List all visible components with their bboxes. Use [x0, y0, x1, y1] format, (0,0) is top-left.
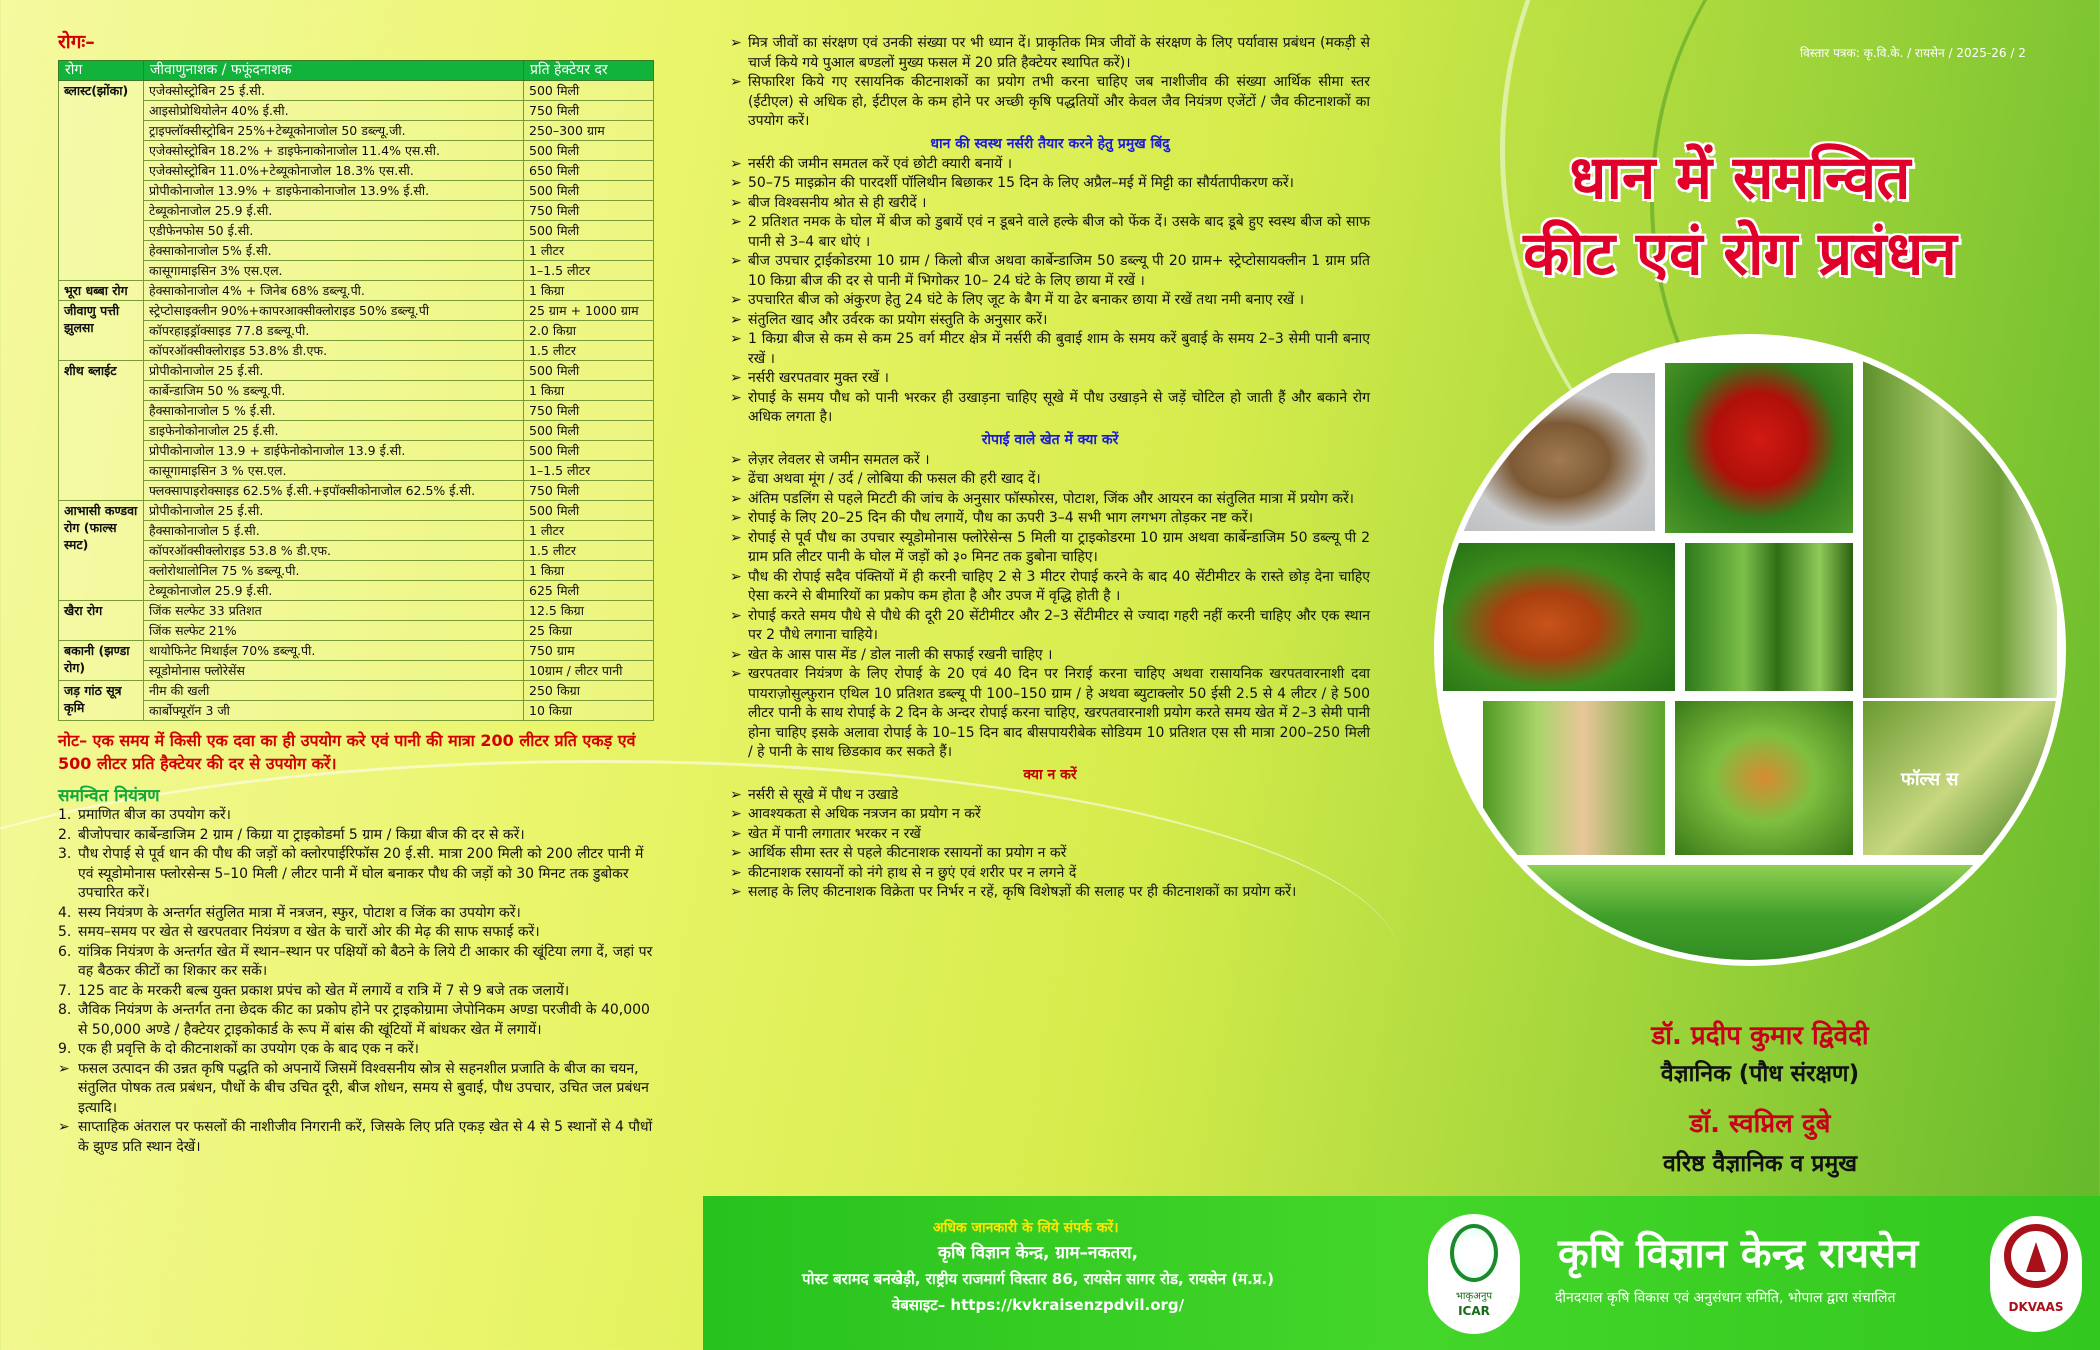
table-row — [59, 301, 654, 321]
step-text: यांत्रिक नियंत्रण के अन्तर्गत खेत में स्थान–स्थान पर पक्षियों को बैठने के लिये टी आकार की खूंटिया लगा दें, जहां पर वह बैठकर कीटों का शिकार कर सकें। — [78, 943, 653, 979]
disease-cell: जड़ गांठ सूत्र कृमि — [59, 681, 144, 721]
list-item — [730, 509, 1370, 529]
list-item — [58, 806, 658, 826]
middle-column — [730, 34, 1370, 903]
step-text: सस्य नियंत्रण के अन्तर्गत संतुलित मात्रा में नत्रजन, स्फुर, पोटाश व जिंक का उपयोग करें। — [78, 904, 521, 921]
arrow-bullet-icon: ➢ — [730, 370, 742, 386]
rate-cell: 12.5 किग्रा — [524, 601, 654, 621]
point-text: नर्सरी खरपतवार मुक्त रखें । — [748, 370, 889, 386]
table-row — [59, 521, 654, 541]
rate-cell: 1–1.5 लीटर — [524, 261, 654, 281]
dkvaas-label: DKVAAS — [2008, 1300, 2064, 1314]
list-item — [730, 825, 1370, 845]
chemical-cell: कार्बेन्डाजिम 50 % डब्ल्यू.पी. — [144, 381, 524, 401]
table-row — [59, 401, 654, 421]
table-row — [59, 541, 654, 561]
table-row — [59, 121, 654, 141]
list-item — [58, 943, 658, 982]
rate-cell: 500 मिली — [524, 181, 654, 201]
table-header-rate: प्रति हेक्टेयर दर — [524, 61, 654, 81]
point-text: खरपतवार नियंत्रण के लिए रोपाई के 20 एवं 40 दिन पर निराई करना चाहिए अथवा रासायनिक खरपतवारनाशी दवा पायराज़ोसुल्फ़ुरान एथिल 10 प्रतिशत डब्ल्यू पी 100–150 ग्राम / हे अथवा ब्युटाक्लोर 50 ईसी 2.5 से 4 लीटर / हे 500 लीटर पानी के साथ रोपाई के 2 दिन के अन्दर रोपाई करना चाहिए, खरपतवारनाशी प्रयोग करते समय खेत में 2–3 सेमी पानी होना चाहिए इसके अलावा रोपाई के 10–15 दिन बाद बीसपायरीबेक सोडियम 10 प्रतिशत एस सी मात्रा 200–250 मिली / हे पानी के साथ छिडकाव कर सकते हैं। — [748, 666, 1370, 760]
table-row — [59, 101, 654, 121]
chemical-cell: एजेक्सोस्ट्रोबिन 18.2% + डाइफेनाकोनाजोल 11.4% एस.सी. — [144, 141, 524, 161]
footer-band — [703, 1196, 2100, 1350]
table-row — [59, 281, 654, 301]
point-text: बीज उपचार ट्राईकोडरमा 10 ग्राम / किलो बीज अथवा कार्बेन्डाजिम 50 डब्ल्यू पी 20 ग्राम+ स्ट्रेप्टोसायक्लीन 1 ग्राम प्रति 10 किग्रा बीज की दर से पानी में भिगोकर 10– 24 घंटे के लिए छाया में रखें । — [748, 253, 1370, 289]
arrow-bullet-icon: ➢ — [730, 825, 742, 842]
table-row — [59, 481, 654, 501]
rate-cell: 250 किग्रा — [524, 681, 654, 701]
chemical-cell: कासूगामाइसिन 3 % एस.एल. — [144, 461, 524, 481]
arrow-bullet-icon: ➢ — [730, 786, 742, 803]
list-item — [730, 490, 1370, 510]
kvk-name: कृषि विज्ञान केन्द्र रायसेन — [1558, 1231, 1919, 1277]
photo-collage — [1440, 340, 2060, 960]
transplant-list — [730, 451, 1370, 763]
chemical-cell: हेक्साकोनाजोल 4% + जिनेब 68% डब्ल्यू.पी. — [144, 281, 524, 301]
arrow-bullet-icon: ➢ — [730, 194, 742, 211]
point-text: नर्सरी की जमीन समतल करें एवं छोटी क्यारी बनायें । — [748, 155, 1013, 172]
arch-peak-icon — [2026, 1242, 2046, 1272]
rate-cell: 1 लीटर — [524, 521, 654, 541]
rate-cell: 1.5 लीटर — [524, 341, 654, 361]
chemical-cell: ट्राइफ्लॉक्सीस्ट्रोबिन 25%+टेब्यूकोनाजोल 50 डब्ल्यू.जी. — [144, 121, 524, 141]
chemical-cell: स्यूडोमोनास फ्लोरेसेंस — [144, 661, 524, 681]
dont-heading: क्या न करें — [1023, 766, 1077, 783]
list-item — [730, 568, 1370, 607]
table-row — [59, 661, 654, 681]
list-item — [58, 982, 658, 1002]
chemical-cell: स्ट्रेप्टोसाइक्लीन 90%+कापरआक्सीक्लोराइड 50% डब्ल्यू.पी — [144, 301, 524, 321]
wheat-icon — [1450, 1224, 1498, 1282]
list-item — [730, 451, 1370, 471]
list-item — [730, 786, 1370, 806]
rate-cell: 1 लीटर — [524, 241, 654, 261]
list-item — [730, 34, 1370, 73]
chemical-cell: प्रोपीकोनाजोल 25 ई.सी. — [144, 361, 524, 381]
arrow-bullet-icon: ➢ — [730, 845, 742, 861]
step-text: जैविक नियंत्रण के अन्तर्गत तना छेदक कीट का प्रकोप होने पर ट्राइकोग्रामा जेपोनिकम अण्डा परजीवी के 40,000 से 50,000 अण्डे / हैक्टेयर ट्राइकोकार्ड के रूप में बांस की खूंटियों में बांधकर खेत में लगायें। — [78, 1002, 650, 1038]
nursery-heading: धान की स्वस्थ नर्सरी तैयार करने हेतु प्रमुख बिंदु — [930, 135, 1170, 152]
chemical-cell: फ्लक्सापाइरोक्साइड 62.5% ई.सी.+इपॉक्सीकोनाजोल 62.5% ई.सी. — [144, 481, 524, 501]
chemical-cell: हैक्साकोनाजोल 5 ई.सी. — [144, 521, 524, 541]
step-marker: ➢ — [58, 1060, 70, 1077]
table-row — [59, 241, 654, 261]
table-row — [59, 581, 654, 601]
point-text: आवश्यकता से अधिक नत्रजन का प्रयोग न करें — [748, 806, 981, 822]
point-text: मित्र जीवों का संरक्षण एवं उनकी संख्या पर भी ध्यान दें। प्राकृतिक मित्र जीवों के संरक्षण के लिए पर्यावास प्रबंधन (मकड़ी से चार्ज किये गये पुआल बण्डलों मुख्य फसल में 20 प्रति हैक्टेयर स्थापित करें)। — [748, 35, 1370, 71]
arrow-bullet-icon: ➢ — [730, 35, 742, 51]
arrow-bullet-icon: ➢ — [730, 214, 742, 230]
rate-cell: 500 मिली — [524, 441, 654, 461]
list-item — [58, 923, 658, 943]
arrow-bullet-icon: ➢ — [730, 529, 742, 546]
table-row — [59, 561, 654, 581]
arrow-bullet-icon: ➢ — [730, 311, 742, 328]
disease-cell: भूरा धब्बा रोग — [59, 281, 144, 301]
rate-cell: 25 ग्राम + 1000 ग्राम — [524, 301, 654, 321]
list-item — [58, 1040, 658, 1060]
table-row — [59, 201, 654, 221]
table-row — [59, 621, 654, 641]
step-text: पौध रोपाई से पूर्व धान की पौध की जड़ों को क्लोरपाईरिफॉस 20 ई.सी. मात्रा 200 मिली को 200 लीटर पानी में एवं स्यूडोमोनास फ्लोरसेन्स 5–10 मिली / लीटर पानी में घोल बनाकर पौध की जड़ों को 30 मिनट तक डुबोकर उपचारित करें। — [78, 846, 644, 901]
rate-cell: 500 मिली — [524, 81, 654, 101]
rate-cell: 10 किग्रा — [524, 701, 654, 721]
title-line-2: कीट एवं रोग प्रबंधन — [1523, 219, 1957, 289]
arrow-bullet-icon: ➢ — [730, 292, 742, 308]
table-row — [59, 421, 654, 441]
list-item — [730, 155, 1370, 175]
top-points-list — [730, 34, 1370, 132]
table-row — [59, 81, 654, 101]
point-text: पौध की रोपाई सदैव पंक्तियों में ही करनी चाहिए 2 से 3 मीटर रोपाई करने के बाद 40 सेंटीमीटर के रास्ते छोड़ देना चाहिए ऐसा करने से बीमारियों का प्रकोप कम होता है और उपज में वृद्धि होती है । — [748, 568, 1370, 604]
list-item — [58, 904, 658, 924]
arrow-bullet-icon: ➢ — [730, 568, 742, 585]
arrow-bullet-icon: ➢ — [730, 884, 742, 900]
chemical-cell: कॉपरऑक्सीक्लोराइड 53.8 % डी.एफ. — [144, 541, 524, 561]
chemical-cell: जिंक सल्फेट 21% — [144, 621, 524, 641]
rate-cell: 1 किग्रा — [524, 561, 654, 581]
disease-cell: शीथ ब्लाईट — [59, 361, 144, 501]
arrow-bullet-icon: ➢ — [730, 155, 742, 172]
table-row — [59, 381, 654, 401]
step-marker: 4. — [58, 904, 72, 921]
disease-heading: रोगः– — [58, 31, 95, 53]
chemical-cell: प्रोपीकोनाजोल 25 ई.सी. — [144, 501, 524, 521]
chemical-cell: कॉपरहाइड्रॉक्साइड 77.8 डब्ल्यू.पी. — [144, 321, 524, 341]
arrow-bullet-icon: ➢ — [730, 175, 742, 191]
table-row — [59, 261, 654, 281]
step-marker: 2. — [58, 826, 72, 843]
rate-cell: 500 मिली — [524, 141, 654, 161]
list-item — [730, 665, 1370, 763]
rate-cell: 2.0 किग्रा — [524, 321, 654, 341]
transplant-heading: रोपाई वाले खेत में क्या करें — [981, 431, 1119, 448]
nursery-list — [730, 155, 1370, 428]
chemical-cell: थायोफिनेट मिथाईल 70% डब्ल्यू.पी. — [144, 641, 524, 661]
list-item — [730, 369, 1370, 389]
point-text: रोपाई से पूर्व पौध का उपचार स्यूडोमोनास फ्लोरेसेन्स 5 मिली या ट्राइकोडरमा 10 ग्राम अथवा कार्बेन्डाजिम 50 डब्ल्यू पी 2 ग्राम प्रति लीटर पानी के घोल में जड़ों को ३० मिनट तक डुबोना चाहिए। — [748, 529, 1370, 565]
icar-label: ICAR — [1458, 1304, 1490, 1318]
step-text: एक ही प्रवृत्ति के दो कीटनाशकों का उपयोग एक के बाद एक न करें। — [78, 1041, 419, 1057]
address-block — [703, 1240, 1373, 1318]
reference-number: विस्तार पत्रक: कृ.वि.के. / रायसेन / 2025-26 / 2 — [1800, 46, 2026, 60]
rate-cell: 750 मिली — [524, 481, 654, 501]
arrow-bullet-icon: ➢ — [730, 451, 742, 468]
arrow-bullet-icon: ➢ — [730, 253, 742, 269]
point-text: आर्थिक सीमा स्तर से पहले कीटनाशक रसायनों का प्रयोग न करें — [748, 845, 1067, 861]
list-item — [58, 1060, 658, 1119]
disease-cell: आभासी कण्डवा रोग (फाल्स स्मट) — [59, 501, 144, 601]
left-column — [58, 28, 658, 1157]
note-text: नोट– एक समय में किसी एक दवा का ही उपयोग करे एवं पानी की मात्रा 200 लीटर प्रति एकड़ एवं 500 लीटर प्रति हैक्टेयर की दर से उपयोग करें। — [58, 731, 636, 773]
arrow-bullet-icon: ➢ — [730, 806, 742, 822]
title-line-1: धान में समन्वित — [1569, 143, 1911, 213]
table-row — [59, 161, 654, 181]
rate-cell: 625 मिली — [524, 581, 654, 601]
point-text: रोपाई के लिए 20–25 दिन की पौध लगायें, पौध का ऊपरी 3–4 सभी भाग लगभग तोड़कर नष्ट करें। — [748, 510, 1254, 526]
chemical-cell: कासूगामाइसिन 3% एस.एल. — [144, 261, 524, 281]
step-text: साप्ताहिक अंतराल पर फसलों की नाशीजीव निगरानी करें, जिसके लिए प्रति एकड़ खेत से 4 से 5 स्थानों से 4 पौधों के झुण्ड प्रति स्थान देखें। — [78, 1119, 653, 1155]
table-row — [59, 461, 654, 481]
table-row — [59, 321, 654, 341]
list-item — [58, 826, 658, 846]
rate-cell: 750 ग्राम — [524, 641, 654, 661]
table-row — [59, 681, 654, 701]
contact-prompt: अधिक जानकारी के लिये संपर्क करें। — [933, 1220, 1119, 1236]
author2-role: वरिष्ठ वैज्ञानिक व प्रमुख — [1662, 1151, 1858, 1177]
arrow-bullet-icon: ➢ — [730, 471, 742, 487]
point-text: 50–75 माइक्रोन की पारदर्शी पॉलिथीन बिछाकर 15 दिन के लिए अप्रैल–मई में मिट्टी का सौर्यतापीकरण करें। — [748, 175, 1294, 191]
chemical-cell: एजेक्सोस्ट्रोबिन 25 ई.सी. — [144, 81, 524, 101]
list-item — [730, 73, 1370, 132]
table-row — [59, 141, 654, 161]
rate-cell: 500 मिली — [524, 221, 654, 241]
list-item — [730, 864, 1370, 884]
arrow-bullet-icon: ➢ — [730, 607, 742, 624]
step-text: बीजोपचार कार्बेन्डाजिम 2 ग्राम / किग्रा या ट्राइकोडर्मा 5 ग्राम / किग्रा बीज की दर से करें। — [78, 826, 525, 843]
point-text: 2 प्रतिशत नमक के घोल में बीज को डुबायें एवं न डूबने वाले हल्के बीज को फेंक दें। उसके बाद डूबे हुए स्वस्थ बीज को साफ पानी से 3–4 बार धोएं । — [748, 214, 1370, 250]
arrow-bullet-icon: ➢ — [730, 864, 742, 881]
rate-cell: 10ग्राम / लीटर पानी — [524, 661, 654, 681]
rate-cell: 25 किग्रा — [524, 621, 654, 641]
dkvaas-logo — [1990, 1216, 2082, 1332]
list-item — [730, 311, 1370, 331]
table-row — [59, 601, 654, 621]
arrow-bullet-icon: ➢ — [730, 646, 742, 663]
chemical-cell: टेब्यूकोनाजोल 25.9 ई.सी. — [144, 581, 524, 601]
list-item — [730, 291, 1370, 311]
point-text: खेत में पानी लगातार भरकर न रखें — [748, 825, 921, 842]
disease-cell: जीवाणु पत्ती झुलसा — [59, 301, 144, 361]
aphid-stem-photo — [1682, 540, 1856, 694]
ladybird-photo — [1662, 360, 1856, 536]
point-text: सलाह के लिए कीटनाशक विक्रेता पर निर्भर न रहें, कृषि विशेषज्ञों की सलाह पर ही कीटनाशकों का प्रयोग करें। — [748, 884, 1297, 900]
step-text: 125 वाट के मरकरी बल्ब युक्त प्रकाश प्रपंच को खेत में लगायें व रात्रि में 7 से 9 बजे तक जलायें। — [78, 982, 570, 999]
table-row — [59, 181, 654, 201]
rate-cell: 250–300 ग्राम — [524, 121, 654, 141]
rate-cell: 500 मिली — [524, 501, 654, 521]
integrated-control-heading: समन्वित नियंत्रण — [58, 786, 160, 806]
list-item — [730, 844, 1370, 864]
list-item — [730, 646, 1370, 666]
point-text: संतुलित खाद और उर्वरक का प्रयोग संस्तुति के अनुसार करें। — [748, 311, 1048, 328]
step-marker: 6. — [58, 943, 72, 960]
arrow-bullet-icon: ➢ — [730, 331, 742, 347]
rate-cell: 650 मिली — [524, 161, 654, 181]
point-text: बीज विश्वसनीय श्रोत से ही खरीदें । — [748, 194, 927, 211]
table-row — [59, 441, 654, 461]
disease-cell: ब्लास्ट(झोंका) — [59, 81, 144, 281]
list-item — [58, 1001, 658, 1040]
list-item — [730, 252, 1370, 291]
chemical-cell: कार्बोफ्यूरॉन 3 जी — [144, 701, 524, 721]
icar-logo — [1428, 1214, 1520, 1334]
rate-cell: 1 किग्रा — [524, 281, 654, 301]
step-text: प्रमाणित बीज का उपयोग करें। — [78, 807, 231, 823]
step-marker: ➢ — [58, 1119, 70, 1135]
dont-list — [730, 786, 1370, 903]
step-marker: 1. — [58, 807, 72, 823]
chemical-cell: टेब्यूकोनाजोल 25.9 ई.सी. — [144, 201, 524, 221]
chemical-cell: प्रोपीकोनाजोल 13.9 + डाईफेनोकोनाजोल 13.9 ई.सी. — [144, 441, 524, 461]
table-row — [59, 221, 654, 241]
photo-caption: फॉल्स स — [1901, 769, 1959, 790]
chemical-cell: एजेक्सोस्ट्रोबिन 11.0%+टेब्यूकोनाजोल 18.3% एस.सी. — [144, 161, 524, 181]
integrated-control-list — [58, 806, 658, 1157]
disease-cell: बकानी (झण्डा रोग) — [59, 641, 144, 681]
author1-name: डॉ. प्रदीप कुमार द्विवेदी — [1651, 1021, 1869, 1051]
point-text: लेज़र लेवलर से जमीन समतल करें । — [748, 451, 930, 468]
table-row — [59, 341, 654, 361]
rate-cell: 750 मिली — [524, 401, 654, 421]
point-text: अंतिम पडलिंग से पहले मिटटी की जांच के अनुसार फॉस्फोरस, पोटाश, जिंक और आयरन का संतुलित मात्रा में प्रयोग करें। — [748, 490, 1354, 507]
list-item — [730, 805, 1370, 825]
point-text: रोपाई करते समय पौधे से पौधे की दूरी 20 सेंटीमीटर और 2–3 सेंटीमीटर से ज्यादा गहरी नहीं करनी चाहिए और एक स्थान पर 2 पौधे लगाना चाहिये। — [748, 607, 1370, 643]
website-link[interactable]: वेबसाइट– https://kvkraisenzpdvil.org/ — [891, 1296, 1185, 1314]
table-header-disease: रोग — [59, 61, 144, 81]
author2-name: डॉ. स्वप्निल दुबे — [1689, 1109, 1831, 1139]
table-row — [59, 701, 654, 721]
list-item — [58, 845, 658, 904]
chemical-cell: एडीफेनफोस 50 ई.सी. — [144, 221, 524, 241]
chemical-cell: नीम की खली — [144, 681, 524, 701]
chemical-cell: जिंक सल्फेट 33 प्रतिशत — [144, 601, 524, 621]
list-item — [730, 330, 1370, 369]
list-item — [730, 389, 1370, 428]
page-title — [1460, 140, 2020, 292]
list-item — [730, 194, 1370, 214]
table-row — [59, 501, 654, 521]
chemical-cell: डाइफेनोकोनाजोल 25 ई.सी. — [144, 421, 524, 441]
chemical-cell: आइसोप्रोथियोलेन 40% ई.सी. — [144, 101, 524, 121]
arrow-bullet-icon: ➢ — [730, 666, 742, 682]
list-item — [730, 607, 1370, 646]
beetle-photo — [1440, 540, 1678, 694]
list-item — [730, 174, 1370, 194]
arrow-bullet-icon: ➢ — [730, 389, 742, 406]
chemical-cell: कॉपरऑक्सीक्लोराइड 53.8% डी.एफ. — [144, 341, 524, 361]
list-item — [730, 883, 1370, 903]
rate-cell: 1 किग्रा — [524, 381, 654, 401]
step-marker: 9. — [58, 1041, 72, 1057]
fungicide-table — [58, 60, 654, 721]
rate-cell: 750 मिली — [524, 201, 654, 221]
point-text: नर्सरी से सूखे में पौध न उखाडे — [748, 786, 899, 803]
point-text: उपचारित बीज को अंकुरण हेतु 24 घंटे के लिए जूट के बैग में या ढेर बनाकर छाया में रखें तथा नमी बनाए रखें । — [748, 292, 1305, 308]
chemical-cell: क्लोरोथालोनिल 75 % डब्ल्यू.पी. — [144, 561, 524, 581]
point-text: कीटनाशक रसायनों को नंगे हाथ से न छुएं एवं शरीर पर न लगने दें — [748, 864, 1077, 881]
stem-borer-photo — [1480, 698, 1668, 858]
table-header-chemical: जीवाणुनाशक / फफूंदनाशक — [144, 61, 524, 81]
table-row — [59, 361, 654, 381]
step-marker: 5. — [58, 924, 72, 940]
chemical-cell: हेक्साकोनाजोल 5% ई.सी. — [144, 241, 524, 261]
author1-role: वैज्ञानिक (पौध संरक्षण) — [1660, 1061, 1860, 1087]
disease-cell: खैरा रोग — [59, 601, 144, 641]
false-smut-photo — [1860, 698, 2060, 858]
point-text: 1 किग्रा बीज से कम से कम 25 वर्ग मीटर क्षेत्र में नर्सरी की बुवाई शाम के समय करें बुवाई के समय 2–3 सेमी पानी बनाए रखें । — [748, 331, 1370, 367]
step-marker: 7. — [58, 982, 72, 999]
chemical-cell: हैक्साकोनाजोल 5 % ई.सी. — [144, 401, 524, 421]
arrow-bullet-icon: ➢ — [730, 490, 742, 507]
chemical-cell: प्रोपीकोनाजोल 13.9% + डाइफेनाकोनाजोल 13.9% ई.सी. — [144, 181, 524, 201]
step-text: समय–समय पर खेत से खरपतवार नियंत्रण व खेत के चारों ओर की मेढ़ की साफ सफाई करें। — [78, 924, 540, 940]
point-text: ढेंचा अथवा मूंग / उर्द / लोबिया की फसल की हरी खाद दें। — [748, 471, 1041, 487]
point-text: सिफारिश किये गए रसायनिक कीटनाशकों का प्रयोग तभी करना चाहिए जब नाशीजीव की संख्या आर्थिक सीमा स्तर (ईटीएल) से अधिक हो, ईटीएल के कम होने पर अच्छी कृषि पद्धतियों और केवल जैव नियंत्रण एजेंटों / जैव कीटनाशकों का उपयोग करें। — [748, 74, 1370, 129]
list-item — [730, 213, 1370, 252]
moth-photo — [1440, 370, 1658, 534]
rate-cell: 500 मिली — [524, 421, 654, 441]
kvk-subtitle: दीनदयाल कृषि विकास एवं अनुसंधान समिति, भोपाल द्वारा संचालित — [1555, 1290, 1896, 1306]
address-line-2: पोस्ट बरामद बनखेड़ी, राष्ट्रीय राजमार्ग विस्तार 86, रायसेन सागर रोड, रायसेन (म.प्र.) — [802, 1270, 1274, 1288]
address-line-1: कृषि विज्ञान केन्द्र, ग्राम–नकतरा, — [937, 1243, 1139, 1263]
icar-hindi-label: भाकृअनुप — [1455, 1291, 1493, 1302]
rate-cell: 1–1.5 लीटर — [524, 461, 654, 481]
arrow-bullet-icon: ➢ — [730, 74, 742, 90]
rate-cell: 1.5 लीटर — [524, 541, 654, 561]
list-item — [58, 1118, 658, 1157]
butterfly-photo — [1672, 698, 1856, 858]
rate-cell: 750 मिली — [524, 101, 654, 121]
step-marker: 8. — [58, 1002, 72, 1018]
point-text: रोपाई के समय पौध को पानी भरकर ही उखाड़ना चाहिए सूखे में पौध उखाड़ने से जड़ें चोटिल हो जाती हैं और बकाने रोग अधिक लगता है। — [748, 389, 1370, 425]
table-row — [59, 641, 654, 661]
step-marker: 3. — [58, 846, 72, 862]
rate-cell: 500 मिली — [524, 361, 654, 381]
list-item — [730, 470, 1370, 490]
list-item — [730, 529, 1370, 568]
field-water-photo — [1440, 862, 2060, 960]
point-text: खेत के आस पास मेंड / डोल नाली की सफाई रखनी चाहिए । — [748, 646, 1053, 663]
arrow-bullet-icon: ➢ — [730, 510, 742, 526]
step-text: फसल उत्पादन की उन्नत कृषि पद्धति को अपनायें जिसमें विश्वसनीय स्रोत्र से सहनशील प्रजाति के बीज का चयन, संतुलित पोषक तत्व प्रबंधन, पौधों के बीच उचित दूरी, बीज शोधन, समय से बुवाई, पौध उपचार, उचित जल प्रबंधन इत्यादि। — [78, 1060, 649, 1116]
